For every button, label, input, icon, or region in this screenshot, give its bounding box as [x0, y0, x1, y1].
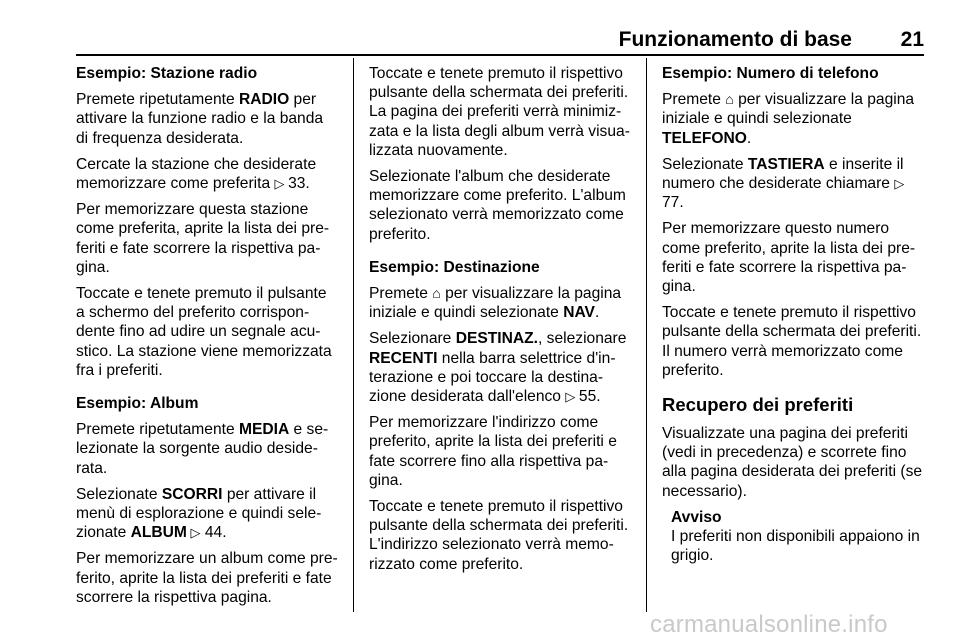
example-heading: Esempio: Destinazione — [369, 258, 540, 276]
section-heading: Recupero dei preferiti — [662, 394, 854, 416]
page-ref-arrow-icon: ▷ — [565, 389, 579, 405]
recenti-keyword: RECENTI — [369, 349, 438, 367]
column-divider — [353, 58, 354, 612]
page-header — [76, 22, 924, 52]
page-reference: 77. — [662, 194, 684, 212]
watermark: carmanualsonline.info — [650, 611, 888, 638]
paragraph: Cercate la stazione che desiderate memorizzare come preferita ▷ 33. — [76, 155, 317, 193]
scorri-keyword: SCORRI — [161, 485, 223, 503]
telefono-keyword: TELEFONO — [662, 129, 747, 147]
destinaz-keyword: DESTINAZ. — [455, 330, 538, 348]
page-number: 21 — [900, 28, 924, 51]
home-icon: ⌂ — [725, 91, 734, 108]
paragraph: Premete ripetutamente RADIO per attivare la funzione radio e la banda di frequenza desiderata. — [76, 91, 324, 147]
home-icon: ⌂ — [432, 285, 441, 302]
paragraph: Selezionate SCORRI per attivare il menù di esplorazione e quindi selezionate ALBUM ▷ 44. — [76, 485, 322, 542]
paragraph: Per memorizzare questo numero come preferito, aprite la lista dei preferiti e fate scorrere la rispettiva pagina. — [662, 220, 916, 296]
note-text: I preferiti non disponibili appaiono in grigio. — [671, 528, 920, 565]
paragraph: Per memorizzare questa stazione come preferita, aprite la lista dei preferiti e fate scorrere la rispettiva pagina. — [76, 201, 330, 276]
album-keyword: ALBUM — [130, 524, 187, 542]
header-rule — [76, 54, 924, 56]
paragraph: Selezionare DESTINAZ., selezionare RECENTI nella barra selettrice d'interazione e poi toccare la destinazione desiderata dall'elenco ▷ 55. — [369, 330, 627, 406]
column-divider — [646, 58, 647, 612]
tastiera-keyword: TASTIERA — [747, 155, 825, 173]
paragraph: Selezionate TASTIERA e inserite il numero che desiderate chiamare ▷ 77. — [662, 155, 905, 212]
paragraph: Toccate e tenete premuto il rispettivo pulsante della schermata dei preferiti. La pagina dei preferiti verrà minimizzata e la lista degli album verrà visualizzata nuovamente. — [369, 65, 630, 159]
column-3 — [662, 64, 925, 565]
paragraph: Per memorizzare l'indirizzo come preferito, aprite la lista dei preferiti e fate scorrere fino alla rispettiva pagina. — [369, 414, 617, 489]
page-reference: 33. — [288, 175, 310, 193]
paragraph: Toccate e tenete premuto il pulsante a schermo del preferito corrispondente fino ad udire un segnale acustico. La stazione viene memorizzata fra i preferiti. — [76, 285, 332, 379]
note-box — [671, 508, 925, 566]
paragraph: Selezionate l'album che desiderate memorizzare come preferito. L'album selezionato verrà memorizzato come preferito. — [369, 168, 626, 243]
chapter-title: Funzionamento di base — [618, 28, 852, 51]
paragraph: Visualizzate una pagina dei preferiti (vedi in precedenza) e scorrete fino alla pagina desiderata dei preferiti (se necessario). — [662, 425, 923, 500]
page-ref-arrow-icon: ▷ — [186, 525, 201, 541]
page-reference: 44. — [200, 524, 227, 542]
radio-keyword: RADIO — [238, 91, 290, 109]
page-ref-arrow-icon: ▷ — [274, 176, 289, 192]
column-1 — [76, 64, 339, 614]
paragraph: Toccate e tenete premuto il rispettivo pulsante della schermata dei preferiti. L'indirizzo selezionato verrà memorizzato come preferito. — [369, 498, 629, 573]
note-title: Avviso — [671, 508, 722, 526]
paragraph: Toccate e tenete premuto il rispettivo pulsante della schermata dei preferiti. Il numero verrà memorizzato come preferito. — [662, 304, 922, 379]
example-heading: Esempio: Numero di telefono — [662, 65, 879, 82]
paragraph: Premete ⌂ per visualizzare la pagina iniziale e quindi selezionate TELEFONO. — [662, 91, 915, 147]
example-heading: Esempio: Album — [76, 395, 199, 413]
page-reference: 55. — [578, 388, 601, 406]
paragraph: Premete ripetutamente MEDIA e selezionate la sorgente audio desiderata. — [76, 421, 329, 477]
example-heading: Esempio: Stazione radio — [76, 65, 258, 82]
column-2 — [369, 64, 633, 581]
paragraph: Per memorizzare un album come preferito, aprite la lista dei preferiti e fate scorrere la rispettiva pagina. — [76, 550, 338, 606]
nav-keyword: NAV — [563, 304, 595, 322]
paragraph: Premete ⌂ per visualizzare la pagina iniziale e quindi selezionate NAV. — [369, 285, 622, 322]
page-ref-arrow-icon: ▷ — [894, 176, 905, 192]
media-keyword: MEDIA — [238, 421, 290, 439]
